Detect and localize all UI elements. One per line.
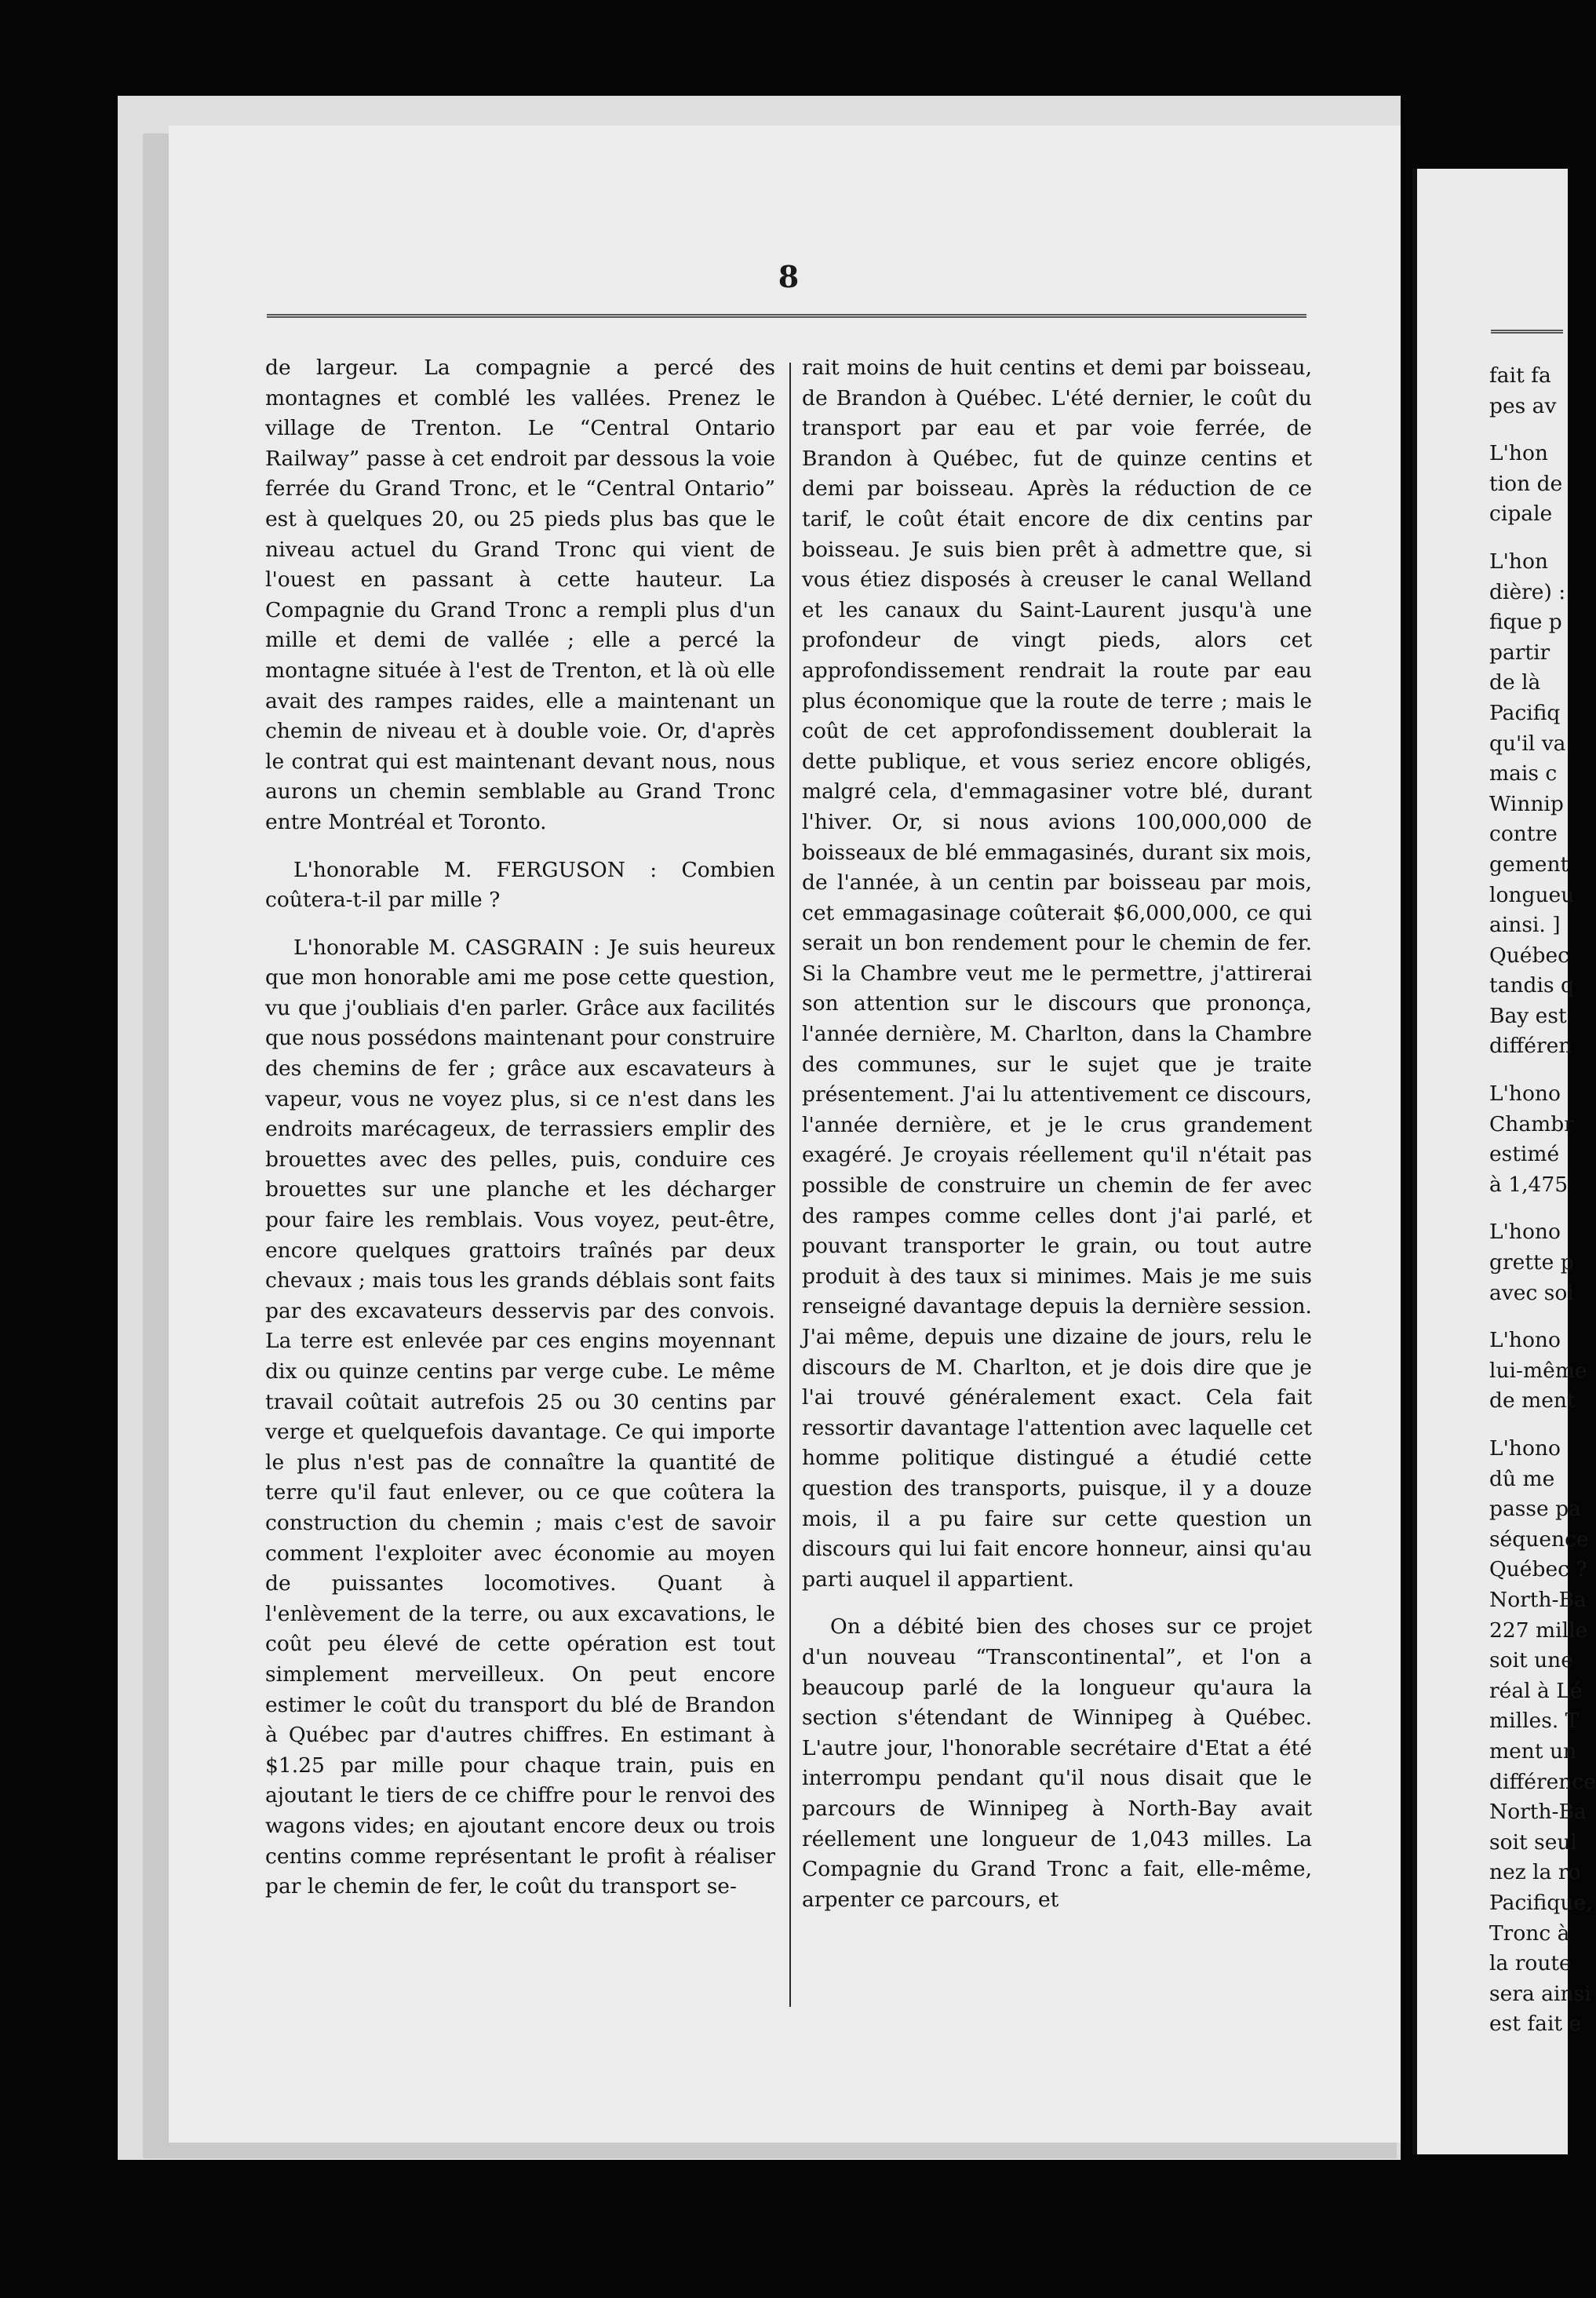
next-page-fragment-line: Québec ?: [1489, 1557, 1587, 1582]
next-page-fragment-line: grette p: [1489, 1250, 1574, 1275]
next-page-fragment-line: L'hon: [1489, 441, 1548, 466]
next-page-fragment-line: gement: [1489, 852, 1569, 877]
next-page-fragment-line: soit une: [1489, 1648, 1573, 1673]
next-page-fragment-line: dière) :: [1489, 579, 1566, 604]
right-paragraph-1: rait moins de huit centins et demi par boisseau, de Brandon à Québec. L'été dernier, le coût du transport par eau et par voie ferrée, de Brandon à Québec, fut de quinze centins et demi par boisseau. Après la réduction de ce tarif, le coût était encore de dix centins par boisseau. Je suis bien prêt à admettre que, si vous étiez disposés à creuser le canal Welland et les canaux du Saint-Laurent jusqu'à une profondeur de vingt pieds, alors cet approfondissement rendrait la route par eau plus économique que la route de terre ; mais le coût de cet approfondissement doublerait la dette publique, et vous seriez encore obligés, malgré cela, d'emmagasiner votre blé, durant l'hiver. Or, si nous avions 100,000,000 de boisseaux de blé emmagasinés, durant six mois, de l'année, à un centin par boisseau par mois, cet emmagasinage coûterait $6,000,000, ce qui serait un bon rendement pour le chemin de fer. Si la Chambre veut me le permettre, j'attirerai son attention sur le discours que prononça, l'année dernière, M. Charlton, dans la Chambre des communes, sur le sujet que je traite présentement. J'ai lu attentivement ce discours, l'année dernière, et je le crus grandement exagéré. Je croyais réellement qu'il n'était pas possible de construire un chemin de fer avec des rampes comme celles dont j'ai parlé, et pouvant transporter le grain, ou tout autre produit à des taux si minimes. Mais je me suis renseigné davantage depuis la dernière session. J'ai même, depuis une dizaine de jours, relu le discours de M. Charlton, et je dois dire que je l'ai trouvé généralement exact. Cela fait ressortir davantage l'attention avec laquelle cet homme politique distingué a étudié cette question des transports, puisque, il y a douze mois, il a pu faire sur cette question un discours qui lui fait encore honneur, ainsi qu'au parti auquel il appartient.: [802, 356, 1312, 1592]
next-page-fragment-line: ainsi. ]: [1489, 913, 1561, 938]
next-page-fragment-line: L'hon: [1489, 549, 1548, 574]
next-page-text-fragments: [1489, 361, 1596, 2040]
fragment-gap: [1489, 421, 1576, 439]
next-page-fragment-line: sera ainsi: [1489, 1981, 1591, 2006]
left-paragraph-2: L'honorable M. FERGUSON : Combien coûtera-t-il par mille ?: [265, 857, 775, 913]
next-page-fragment-line: de là: [1489, 670, 1541, 695]
next-page-fragment-line: nez la ro: [1489, 1860, 1581, 1885]
next-page-fragment-line: différence: [1489, 1769, 1596, 1794]
next-page-fragment-line: Chambr: [1489, 1111, 1574, 1136]
next-page-fragment-line: est fait e: [1489, 2012, 1582, 2037]
fragment-gap: [1489, 1200, 1576, 1217]
next-page-fragment-line: Winnip: [1489, 791, 1564, 816]
next-page-fragment-line: de ment: [1489, 1388, 1576, 1413]
fragment-gap: [1489, 1062, 1576, 1079]
next-page-fragment-line: Québec: [1489, 943, 1569, 968]
left-column: [265, 353, 775, 2025]
right-column: [802, 353, 1312, 2025]
next-page-fragment-line: qu'il va: [1489, 731, 1566, 756]
page-number: 8: [778, 259, 800, 294]
next-page-fragment-line: North-Ba: [1489, 1587, 1587, 1612]
next-page-fragment-line: cipale: [1489, 502, 1553, 527]
right-paragraph-2: On a débité bien des choses sur ce projet d'un nouveau “Transcontinental”, et l'on a beaucoup parlé de la longueur qu'aura la section s'étendant de Winnipeg à Québec. L'autre jour, l'honorable secrétaire d'Etat a été interrompu pendant qu'il nous disait que le parcours de Winnipeg à North-Bay avait réellement une longueur de 1,043 milles. La Compagnie du Grand Tronc a fait, elle-même, arpenter ce parcours, et: [802, 1614, 1312, 1912]
next-page-fragment-line: soit seul: [1489, 1829, 1577, 1855]
next-page-fragment-line: la route: [1489, 1951, 1572, 1976]
fragment-gap: [1489, 530, 1576, 547]
next-page-fragment-line: L'hono: [1489, 1220, 1561, 1245]
next-page-fragment-line: fait fa: [1489, 363, 1551, 388]
next-page-fragment-line: dû me: [1489, 1466, 1555, 1491]
next-page-fragment-line: North-Ba: [1489, 1800, 1587, 1825]
next-page-fragment-line: L'hono: [1489, 1328, 1561, 1353]
next-page-fragment-line: tion de: [1489, 471, 1563, 496]
next-page-fragment-line: fique p: [1489, 610, 1562, 635]
next-page-fragment-line: différen: [1489, 1034, 1572, 1059]
next-page-fragment-line: ment un: [1489, 1738, 1577, 1764]
next-page-fragment-line: tandis q: [1489, 973, 1574, 998]
fragment-gap: [1489, 1308, 1576, 1326]
next-page-fragment-line: Pacifique,: [1489, 1890, 1593, 1915]
column-divider: [789, 363, 791, 2007]
next-page-fragment-line: estimé: [1489, 1142, 1560, 1167]
next-page-fragment-line: L'hono: [1489, 1082, 1561, 1107]
next-page-fragment-line: passe pa: [1489, 1497, 1581, 1522]
next-page-fragment-line: longueu: [1489, 882, 1575, 907]
next-page-fragment-line: réal à Lé: [1489, 1678, 1583, 1703]
left-paragraph-3: L'honorable M. CASGRAIN : Je suis heureux que mon honorable ami me pose cette question, vu que j'oubliais d'en parler. Grâce aux facilités que nous possédons maintenant pour construire des chemins de fer ; grâce aux escavateurs à vapeur, vous ne voyez plus, si ce n'est dans les endroits marécageux, de terrassiers emplir des brouettes avec des pelles, puis, conduire ces brouettes sur une planche et les décharger pour faire les remblais. Vous voyez, peut-être, encore quelques grattoirs traînés par deux chevaux ; mais tous les grands déblais sont faits par des excavateurs desservis par des convois. La terre est enlevée par ces engins moyennant dix ou quinze centins par verge cube. Le même travail coûtait autrefois 25 ou 30 centins par verge et quelquefois davantage. Ce qui importe le plus n'est pas de connaître la quantité de terre qu'il faut enlever, ou ce que coûtera la construction du chemin ; mais c'est de savoir comment l'exploiter avec économie au moyen de puissantes locomotives. Quant à l'enlèvement de la terre, ou aux excavations, le coût peu élevé de cette opération est tout simplement merveilleux. On peut encore estimer le coût du transport du blé de Brandon à Québec par d'autres chiffres. En estimant à $1.25 par mille pour chaque train, puis en ajoutant le tiers de ce chiffre pour le renvoi des wagons vides; en ajoutant encore deux ou trois centins comme représentant le profit à réaliser par le chemin de fer, le coût du transport se-: [265, 935, 775, 1899]
next-page-header-rule: [1491, 330, 1563, 338]
next-page-fragment-line: pes av: [1489, 393, 1557, 418]
next-page-fragment-line: L'hono: [1489, 1436, 1561, 1461]
fragment-gap: [1489, 1417, 1576, 1434]
next-page-fragment-line: contre: [1489, 822, 1558, 847]
next-page-fragment-line: lui-même: [1489, 1358, 1587, 1383]
left-paragraph-1: de largeur. La compagnie a percé des montagnes et comblé les vallées. Prenez le village de Trenton. Le “Central Ontario Railway” passe à cet endroit par dessous la voie ferrée du Grand Tronc, et le “Central Ontario” est à quelques 20, ou 25 pieds plus bas que le niveau actuel du Grand Tronc qui vient de l'ouest en passant à cette hauteur. La Compagnie du Grand Tronc a rempli plus d'un mille et demi de vallée ; elle a percé la montagne située à l'est de Trenton, et là où elle avait des rampes raides, elle a maintenant un chemin de niveau et à double voie. Or, d'après le contrat qui est maintenant devant nous, nous aurons un chemin semblable au Grand Tronc entre Montréal et Toronto.: [265, 356, 775, 834]
next-page-fragment-line: Pacifiq: [1489, 700, 1561, 725]
next-page-fragment-line: milles. T: [1489, 1709, 1580, 1734]
next-page-fragment-line: Bay est: [1489, 1003, 1567, 1028]
next-page-fragment-line: avec soi: [1489, 1280, 1574, 1305]
next-page-fragment-line: Tronc à: [1489, 1920, 1570, 1946]
next-page-fragment-line: 227 mille: [1489, 1618, 1588, 1643]
next-page-fragment-line: séquence: [1489, 1527, 1589, 1552]
next-page-fragment-line: à 1,475: [1489, 1172, 1569, 1197]
next-page-fragment-line: partir: [1489, 640, 1550, 665]
next-page-fragment-line: mais c: [1489, 761, 1558, 786]
